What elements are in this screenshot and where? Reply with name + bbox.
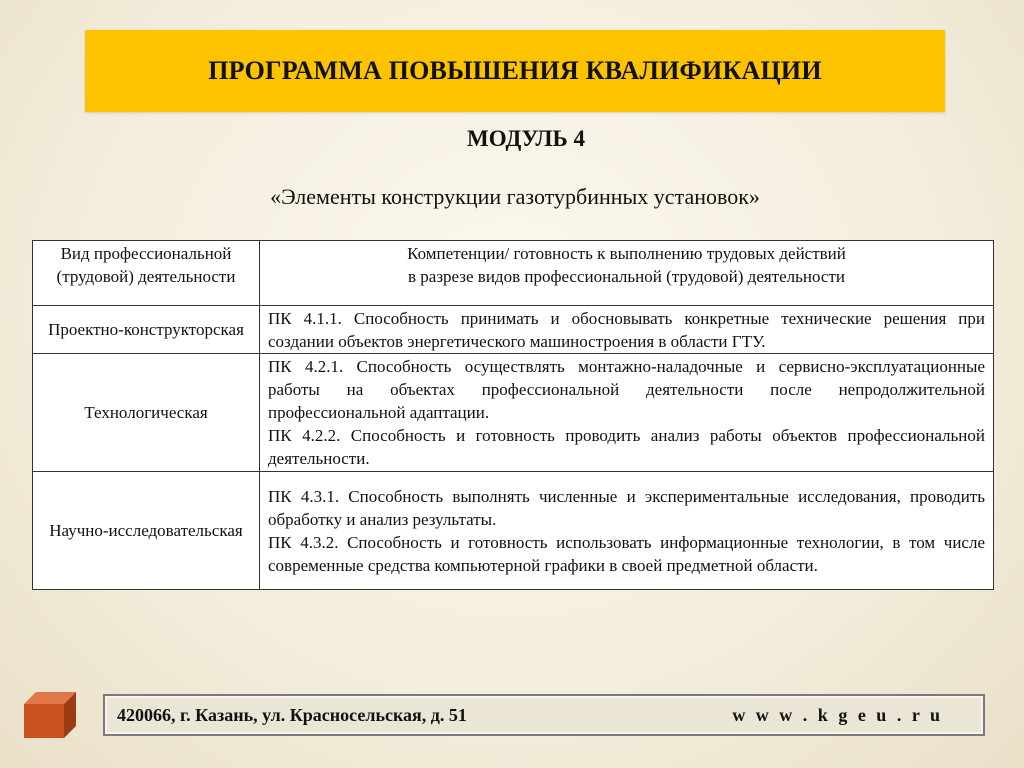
table-row (33, 472, 994, 590)
module-subtitle: «Элементы конструкции газотурбинных установок» (270, 184, 760, 209)
footer-address: 420066, г. Казань, ул. Красносельская, д. 51 (117, 705, 467, 725)
table-row (33, 354, 994, 472)
banner-title: ПРОГРАММА ПОВЫШЕНИЯ КВАЛИФИКАЦИИ (208, 56, 822, 85)
competency-item: ПК 4.3.1. Способность выполнять численные и экспериментальные исследования, проводить обработку и анализ результаты. (268, 486, 985, 529)
competency-cell (260, 354, 994, 472)
competency-item: ПК 4.2.2. Способность и готовность проводить анализ работы объектов профессиональной деятельности. (268, 426, 985, 468)
competency-item: ПК 4.1.1. Способность принимать и обосновывать конкретные технические решения при создании объектов энергетического машиностроения в области ГТУ. (268, 308, 985, 351)
competencies-table (32, 240, 994, 590)
competency-cell (260, 472, 994, 590)
activity-type-cell: Технологическая (33, 354, 260, 472)
footer-bar (103, 694, 985, 736)
module-heading: МОДУЛЬ 4 (467, 126, 585, 151)
competency-item: ПК 4.2.1. Способность осуществлять монтажно-наладочные и сервисно-эксплуатационные работы на объектах профессиональной деятельности после непродолжительной профессиональной адаптации. (268, 357, 985, 422)
activity-type-cell: Проектно-конструкторская (33, 306, 260, 354)
header-activity-type (33, 241, 260, 306)
title-banner (85, 30, 945, 112)
activity-type-cell: Научно-исследовательская (33, 472, 260, 590)
table-row (33, 306, 994, 354)
header-competencies-line1: Компетенции/ готовность к выполнению трудовых действий (407, 244, 846, 263)
table-header-row (33, 241, 994, 306)
cube-logo-icon (22, 692, 76, 738)
competency-item: ПК 4.3.2. Способность и готовность использовать информационные технологии, в том числе современные средства компьютерной графики в своей предметной области. (268, 532, 985, 575)
footer-website-link[interactable]: w w w . k g e u . r u (732, 705, 943, 725)
header-activity-line1: Вид профессиональной (60, 244, 232, 263)
header-activity-line2: (трудовой) деятельности (56, 267, 236, 286)
header-competencies (260, 241, 994, 306)
competency-cell (260, 306, 994, 354)
header-competencies-line2: в разрезе видов профессиональной (трудовой) деятельности (408, 267, 845, 286)
